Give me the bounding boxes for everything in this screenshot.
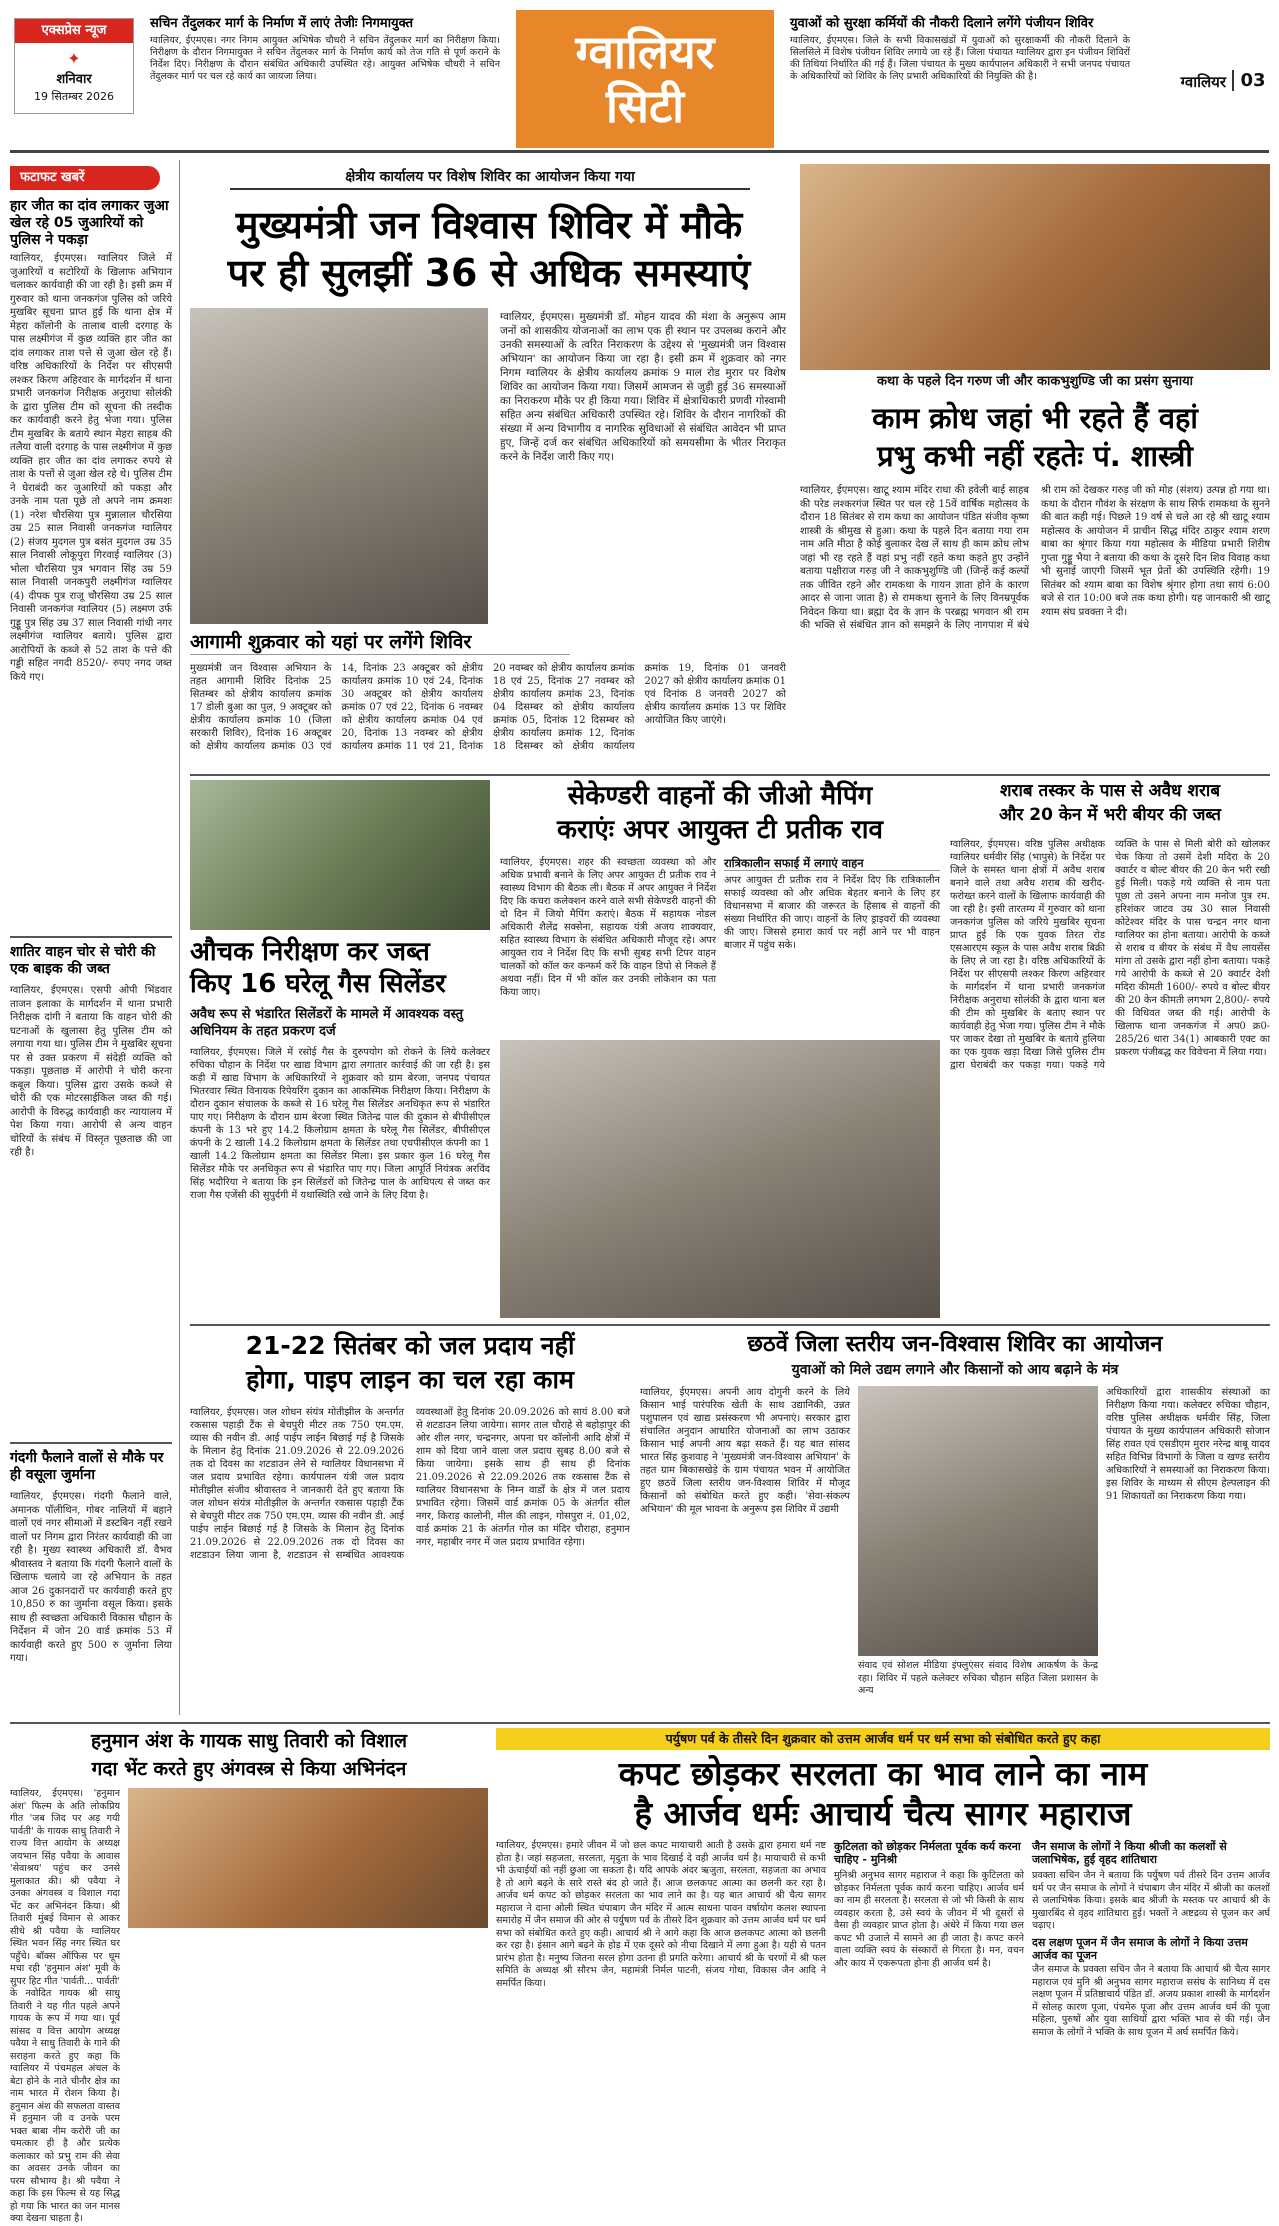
gio-story [500,780,940,1320]
jain-headline-line1: कपट छोड़कर सरलता का भाव लाने का नाम [618,1754,1148,1793]
jain-headline-line2: है आर्जव धर्मः आचार्य चैत्य सागर महाराज [634,1794,1132,1833]
jan-vishwas-photo-caption: संवाद एवं सोशल मीडिया इंफ्लुएंसर संवाद विशेष आकर्षण के केन्द्र रहा। शिविर में पहले कलेक्टर रुचिका चौहान सहित जिला प्रशासन के अन्य [858,1660,1098,1696]
jain-body: ग्वालियर, ईएमएस। हमारे जीवन में जो छल कपट मायाचारी आती है उसके द्वारा हमारा धर्म नष्ट होता है। जहां सहजता, सरलता, मृदुता के भाव दिखाई दे वही आर्जव धर्म है। मायाचारी से कभी भी ऊंचाईयों को नहीं छुआ जा सकता है। यदि आपके अंदर ऋजुता, सरलता, सहजता का अभाव है तो आगे बढ़ने के सारे रास्ते बंद हो जाते हैं। आज छलकपट आत्मा का छलनी कर रहा है। आर्जव धर्म कपट को छोड़कर सरलता का भाव लाने का है। यह बात आचार्य श्री चैत्य सागर महाराज ने दाना ओली स्थित चंपाबाग जैन मंदिर में आत्म साधना पावन वर्षायोग कलश स्थापना समारोह में जैन समाज की ओर से पर्युषण पर्व के तीसरे दिन शुक्रवार को उत्तम आर्जव धर्म पर धर्म सभा को संबोधित करते हुए कही। आचार्य श्री ने आगे कहा कि आज छलकपट आत्मा को छलनी कर रहा है। इंसान आगे बढ़ने के होड़ में एक दूसरे को नीचा दिखाने में लगा हुआ है। यही से पतन प्रारंभ होता है। मनुष्य जितना सरल होगा उतना ही प्रगति करेगा। आचार्य श्री के चरणों में श्री फल समिति के अध्यक्ष श्री सौरभ जैन, महामंत्री निर्मल पाटनी, संजय गोधा, विकास जैन आदि ने समर्पित किया। [496,1840,826,1989]
jain-story [496,1728,1270,2038]
divider-3 [190,1324,1270,1326]
katha-headline-line1: काम क्रोध जहां भी रहते हैं वहां [872,401,1198,435]
camp-headline-line2: पर ही सुलझीं 36 से अधिक समस्याएं [227,251,751,295]
gio-headline-line1: सेकेण्डरी वाहनों की जीओ मैपिंग [567,781,873,811]
left-story-3-body: ग्वालियर, ईएमएस। गंदगी फैलाने वाले, अमानक पॉलीथिन, गोबर नालियों में बहाने वालों एवं नगर सीमाओं में डस्टबिन नहीं रखने वालों पर निगम द्वारा निरंतर कार्यवाही की जा रही है। मुख्य स्वास्थ्य अधिकारी डॉ. वैभव श्रीवास्तव ने बताया कि गंदगी फैलाने वालों के खिलाफ चलाये जा रहे अभियान के तहत आज 26 दुकानदारों पर कार्यवाही करते हुए 10,850 रु का जुर्माना वसूल किया। इसके साथ ही स्वच्छता अधिकारी विकास चौहान के निर्देशन में जोन 20 वार्ड क्रमांक 53 में कार्यवाही करते हुए 500 रु जुर्माना लिया गया। [10,1491,172,1664]
camp-subbody: मुख्यमंत्री जन विश्वास अभियान के तहत आगामी शिविर दिनांक 25 सितम्बर को क्षेत्रीय कार्यालय क्रमांक 17 डोली बुआ का पुल, 9 अक्टूबर को क्षेत्रीय कार्यालय क्रमांक 10 (जिला सरकारी शिविर), दिनांक 16 अक्टूबर को क्षेत्रीय कार्यालय क्रमांक 03 एवं 14, दिनांक 23 अक्टूबर को क्षेत्रीय कार्यालय क्रमांक 10 एवं 24, दिनांक 30 अक्टूबर को क्षेत्रीय कार्यालय क्रमांक 07 एवं 22, दिनांक 6 नवम्बर को क्षेत्रीय कार्यालय क्रमांक 04 एवं 20, दिनांक 13 नवम्बर को क्षेत्रीय कार्यालय क्रमांक 11 एवं 21, दिनांक 20 नवम्बर को क्षेत्रीय कार्यालय क्रमांक 18 एवं 25, दिनांक 27 नवम्बर को क्षेत्रीय कार्यालय क्रमांक 23, दिनांक 04 दिसम्बर को क्षेत्रीय कार्यालय क्रमांक 05, दिनांक 12 दिसम्बर को क्षेत्रीय कार्यालय क्रमांक 12, दिनांक 18 दिसम्बर को क्षेत्रीय कार्यालय क्रमांक 19, दिनांक 01 जनवरी 2027 को क्षेत्रीय कार्यालय क्रमांक 01 एवं दिनांक 8 जनवरी 2027 को क्षेत्रीय कार्यालय क्रमांक 13 पर शिविर आयोजित किए जाएंगे। [190,663,786,752]
top-story-left-body: ग्वालियर, ईएमएस। नगर निगम आयुक्त अभिषेक चौधरी ने सचिन तेंदुलकर मार्ग का निरीक्षण किया। निरीक्षण के दौरान निगमायुक्त ने सचिन तेंदुलकर मार्ग के निर्माण कार्य को तेज गति से पूर्ण कराने के निर्देश दिए। निरीक्षण के दौरान संबंधित अधिकारी उपस्थित रहे। आयुक्त अभिषेक चौधरी ने सचिन तेंदुलकर मार्ग पर चल रहे कार्य का जायजा लिया। [150,35,500,82]
city-title-line1: ग्वालियर [575,25,715,79]
gas-photo [190,780,490,930]
city-title-box [516,10,774,148]
left-column [10,160,180,1715]
water-body: ग्वालियर, ईएमएस। जल शोधन संयंत्र मोतीझील के अन्तर्गत रकसास पहाड़ी टैंक से बेचपुरी मीटर तक 750 एम.एम. व्यास की नवीन डी. आई पाईप लाईन बिछाई गई है जिसके के मिलान हेतु दिनांक 21.09.2026 से 22.09.2026 तक दो दिवस का शटडाउन लेने से ग्वालियर विधानसभा में जल प्रदाय प्रभावित रहेगा। कार्यपालन यंत्री जल प्रदाय मोतीझील संजीव श्रीवास्तव ने जानकारी देते हुए बताया कि जल शोधन संयंत्र मोतीझील के अन्तर्गत रकसास पहाड़ी टैंक से बेचपुरी मीटर तक 750 एम.एम. व्यास की नवीन डी. आई पाईप लाईन बिछाई गई है जिसके के मिलान हेतु दिनांक 21.09.2026 से 22.09.2026 तक दो दिवस का शटडाउन लिया जाना है, शटडाउन से सम्बंधित आवश्यक व्यवस्थाओं हेतु दिनांक 20.09.2026 को सायं 8.00 बजे से शटडाउन लिया जायेगा। सागर ताल चौराहे से बहोड़ापुर की ओर शील नगर, चन्द्रनगर, अपना घर कॉलोनी आदि क्षेत्रों में शाम को दिया जाने वाला जल प्रदाय सुबह 8.00 बजे से किया जायेगा। इसके साथ ही साथ ही दिनांक 21.09.2026 से 22.09.2026 तक रकसास टैंक से ग्वालियर विधानसभा के निम्न वार्डों के क्षेत्र में जल प्रदाय प्रभावित रहेगा। जिसमें वार्ड क्रमांक 05 के अंतर्गत सील नगर, किराड़ कालोनी, मील की लाइन, गोसपुरा नं. 01,02, वार्ड क्रमांक 21 के अंतर्गत गोल का मंदिर चौराहा, हनुमान नगर, महाबीर नगर में जल प्रदाय प्रभावित रहेगा। [190,1407,630,1561]
liquor-headline-line1: शराब तस्कर के पास से अवैध शराब [999,781,1221,801]
katha-caption: कथा के पहले दिन गरुण जी और काकभुशुण्डि जी का प्रसंग सुनाया [876,374,1194,389]
camp-kicker: क्षेत्रीय कार्यालय पर विशेष शिविर का आयोजन किया गया [230,164,750,190]
hanuman-story [10,1728,488,2224]
camp-subheadline: आगामी शुक्रवार को यहां पर लगेंगे शिविर [190,630,570,655]
gio-body: ग्वालियर, ईएमएस। शहर की स्वच्छता व्यवस्था को और अधिक प्रभावी बनाने के लिए अपर आयुक्त टी प्रतीक राव ने स्वास्थ्य विभाग की बैठक ली। बैठक में अपर आयुक्त ने निर्देश दिए कि कचरा कलेक्शन करने वाले सभी सेकेण्डरी वाहनों की दो दिन में जियो मैपिंग कराएं। बैठक में सहायक नोडल अधिकारी शैलेंद्र सक्सेना, सहायक यंत्री अजय शाक्यवार, सहित स्वास्थ्य विभाग के संबंधित अधिकारी मौजूद रहे। अपर आयुक्त राव ने निर्देश दिए कि सभी सुबह सभी टिपर वाहन चालकों को कॉल कर कन्फर्म करें कि वाहन डिपो से निकले हैं अथवा नहीं। दिन में भी कॉल कर उनकी लोकेशन का पता किया जाए। [500,857,716,998]
katha-headline-line2: प्रभु कभी नहीं रहतेः पं. शास्त्री [877,439,1193,473]
jain-sub2-body: प्रवक्ता सचिन जैन ने बताया कि पर्युषण पर्व तीसरे दिन उत्तम आर्जव धर्म पर जैन समाज के लोगों ने चंपाबाग जैन मंदिर में श्रीजी का कलशों से जलाभिषेक किया। इसके बाद श्रीजी के मस्तक पर आचार्य श्री के मुखारबिंद से वृहद शांतिधारा हुई। भक्तों ने अष्टद्रव्य से पूजन कर अर्घ चढ़ाए। [1032,1870,1270,1931]
gio-photo [500,1040,940,1318]
katha-story [800,160,1270,770]
fatafat-label: फटाफट खबरें [10,166,160,190]
left-story-1-headline: हार जीत का दांव लगाकर जुआ खेल रहे 05 जुआरियों को पुलिस ने पकड़ा [10,198,169,248]
jain-sub1-body: मुनिश्री अनुभव सागर महाराज ने कहा कि कुटिलता को छोड़कर निर्मलता पूर्वक कार्य करना चाहिए। आर्जव धर्म का नाम ही सरलता है। सरलता से जो भी किसी के साथ व्यवहार करता है, उसे स्वयं के जीवन में भी दूसरों से वैसा ही व्यवहार प्राप्त होता है। अंधेरे में किया गया छल कपट भी उजाले में सामने आ ही जाता है। कपट करने वाला व्यक्ति स्वयं के संस्कारों से गिरता है। मन, वचन और काय में एकरूपता होना ही आर्जव धर्म है। [834,1870,1024,1969]
water-headline-line1: 21-22 सितंबर को जल प्रदाय नहीं [245,1331,575,1360]
jain-sub2-headline: जैन समाज के लोगों ने किया श्रीजी का कलशों से जलाभिषेक, हुई वृहद शांतिधारा [1032,1840,1227,1866]
gas-story [190,780,490,1320]
liquor-headline-line2: और 20 केन में भरी बीयर की जब्त [999,805,1221,825]
page-number: 03 [1232,70,1272,91]
gas-body: ग्वालियर, ईएमएस। जिले में रसोई गैस के दुरुपयोग को रोकने के लिये कलेक्टर रुचिका चौहान के निर्देश पर खाद्य विभाग द्वारा लगातार कार्रवाई की जा रही है। इस कड़ी में खाद्य विभाग के अधिकारियों ने शुक्रवार को ग्राम बेरजा, जनपद पंचायत भितरवार स्थित विनायक रिपेयरिंग दुकान का आकस्मिक निरीक्षण किया। निरीक्षण के दौरान दुकान संचालक के कब्जे से 16 घरेलू गैस सिलेंडर अनधिकृत रूप से भंडारित पाए गए। निरीक्षण के दौरान ग्राम बेरजा स्थित जितेन्द्र पाल की दुकान से बीपीसीएल कंपनी के 13 भरे हुए 14.2 किलोग्राम क्षमता के घरेलू गैस सिलेंडर, बीपीसीएल कंपनी के 2 खाली 14.2 किलोग्राम क्षमता के सिलेंडर तथा एचपीसीएल कंपनी का 1 खाली 14.2 किलोग्राम क्षमता का सिलेंडर मिला। इस प्रकार कुल 16 घरेलू गैस सिलेंडर मौके पर अनधिकृत रूप से भंडारित पाए गए। जिला आपूर्ति नियंत्रक अरविंद सिंह भदौरिया ने बताया कि इन सिलेंडरों को जितेन्द्र पाल के आधिपत्य से जब्त कर राजा गैस एजेंसी की सुपुर्दगी में यथास्थिति रखे जाने के लिए दिया है। [190,1047,490,1201]
left-story-2-body: ग्वालियर, ईएमएस। एसपी ओपी भिंडवार ताजन इलाका के मार्गदर्शन में थाना प्रभारी निरीक्षक दांगी ने बताया कि वाहन चोरी की घटनाओं के खुलासा हेतु पुलिस टीम को लगाया गया था। पुलिस टीम ने मुखबिर सूचना पर से उक्त प्रकरण में संदेही व्यक्ति को पकड़ा। पूछताछ में आरोपी ने चोरी करना कबूल किया। पुलिस द्वारा उसके कब्जे से चोरी की एक मोटरसाईकिल जब्त की गई। आरोपी के विरुद्ध कार्यवाही कर न्यायालय में पेश किया गया। आरोपी से अन्य वाहन चोरियों के संबंध में विस्तृत पूछताछ की जा रही है। [10,985,172,1158]
jain-sub3-headline: दस लक्षण पूजन में जैन समाज के लोगों ने किया उत्तम आर्जव का पूजन [1032,1936,1248,1962]
jan-vishwas-headline: छठवें जिला स्तरीय जन-विश्वास शिविर का आयोजन [747,1332,1163,1357]
top-story-right-headline: युवाओं को सुरक्षा कर्मियों की नौकरी दिलाने लगेंगे पंजीयन शिविर [790,16,1094,31]
water-story [190,1330,630,1716]
issue-date: 19 सितम्बर 2026 [34,90,114,103]
star-icon: ✦ [67,49,81,68]
city-label-right: ग्वालियर [1180,73,1226,91]
hanuman-photo [128,1788,488,1928]
camp-body: ग्वालियर, ईएमएस। मुख्यमंत्री डॉ. मोहन यादव की मंशा के अनुरूप आम जनों को शासकीय योजनाओं का लाभ एक ही स्थान पर उपलब्ध कराने और उनकी समस्याओं के त्वरित निराकरण के उद्देश्य से 'मुख्यमंत्री जन विश्वास अभियान' का आयोजन किया जा रहा है। इसी क्रम में शुक्रवार को नगर निगम ग्वालियर के क्षेत्रीय कार्यालय क्रमांक 9 माल रोड मुरार पर विशेष शिविर का आयोजन किया गया। जिसमें आमजन से जुड़ी हुई 36 समस्याओं का निराकरण मौके पर ही किया गया। शिविर में क्षेत्राधिकारी प्रणवी गोस्वामी सहित अन्य संबंधित अधिकारी उपस्थित रहे। शिविर के दौरान नागरिकों की संख्या में अन्य विभागीय व नागरिक सुविधाओं से संबंधित आवेदन भी प्राप्त हुए, जिन्हें दर्ज कर संबंधित अधिकारियों को समयसीमा के भीतर निराकृत करने के निर्देश जारी किए गए। [500,311,786,463]
gas-headline-line1: औचक निरीक्षण कर जब्त [190,937,430,967]
gio-subbody: अपर आयुक्त टी प्रतीक राव ने निर्देश दिए कि रात्रिकालीन सफाई व्यवस्था को और अधिक बेहतर बनाने के लिए हर विधानसभा में बाजार की जरूरत के हिसाब से वाहनों की संख्या निर्धारित की जाए। वाहनों के लिए ड्राइवरों की व्यवस्था की जाए। जिससे हमारा कार्य पर नहीं आने पर भी वाहन बाजार में पहुंच सके। [724,875,940,951]
jan-vishwas-deck: युवाओं को मिले उद्यम लगाने और किसानों को आय बढ़ाने के मंत्र [791,1362,1119,1378]
gio-subheadline: रात्रिकालीन सफाई में लगाएं वाहन [724,856,940,871]
liquor-body: ग्वालियर, ईएमएस। वरिष्ठ पुलिस अधीक्षक ग्वालियर धर्मवीर सिंह (भापुसे) के निर्देश पर जिले के समस्त थाना क्षेत्रों में अवैध शराब बनाने वाले तथा अवैध शराब की खरीद-फरोख्त करने वालों के खिलाफ कार्यवाही की जा रही है। इसी तारतम्य में गुरुवार को थाना जनकगंज पुलिस को जरिये मुखबिर सूचना प्राप्त हुई कि एक युवक तिरत रोड एसआरएम स्कूल के पास अवैध शराब बिक्री के लिए ले जा रहा है। वरिष्ठ अधिकारियों के निर्देश पर सीएसपी लश्कर किरण अहिरवार के मार्गदर्शन में थाना प्रभारी जनकगंज निरीक्षक अनुराधा सोलंकी के द्वारा थाना बल की टीम को मुखबिर के बताए स्थान पर कार्यवाही हेतु भेजा गया। पुलिस टीम ने मौके पर जाकर देखा तो मुखबिर के बताये हुलिया का एक युवक खड़ा दिखा जिसे पुलिस टीम द्वारा घेराबंदी कर पकड़ा गया। पकड़े गये व्यक्ति के पास से मिली बोरी को खोलकर चेक किया तो उसमें देशी मदिरा के 20 क्वार्टर व बोल्ट बीयर की 20 केन भरी रखी हुई मिली। पकड़े गये व्यक्ति से नाम पता पूछा तो उसने अपना नाम मनोज पुत्र रम. हरिशंकर जाटव उम्र 30 साल निवासी कोटेश्वर मंदिर के पास चन्द्रन नगर थाना ग्वालियर का होना बताया। आरोपी के कब्जे से शराब व बीयर के संबंध में वैध लायसेंस मांगा तो उसके द्वारा नहीं होना बताया। पकड़े गये आरोपी के कब्जे से 20 क्वार्टर देशी मदिरा कीमती 1600/- रुपये व बोल्ट बीयर की 20 केन कीमती लगभग 2,800/- रुपये की विधिवत जब्त की गई। आरोपी के खिलाफ थाना जनकगंज में अप0 क्र0-285/26 धारा 34(1) आबकारी एक्ट का प्रकरण पंजीबद्ध कर विवेचना में लिया गया। [950,839,1270,1071]
brand-name: एक्सप्रेस न्यूज [15,19,133,43]
jain-sub1-headline: कुटिलता को छोड़कर निर्मलता पूर्वक कर्य करना चाहिए - मुनिश्री [834,1840,1021,1866]
divider-4 [10,1722,1270,1724]
camp-headline-line1: मुख्यमंत्री जन विश्वास शिविर में मौके [235,203,743,247]
top-story-right-body: ग्वालियर, ईएमएस। जिले के सभी विकासखंडों में युवाओं को सुरक्षाकर्मी की नौकरी दिलाने के सिलसिले में विशेष पंजीयन शिविर लगाये जा रहे हैं। जिला पंचायत ग्वालियर द्वारा इन पंजीयन शिविरों की तिथियां निर्धारित की गई हैं। जिला पंचायत के मुख्य कार्यपालन अधिकारी ने सभी जनपद पंचायत के अधिकारियों को शिविर के लिए प्रभारी अधिकारियों की नियुक्ति की है। [790,35,1130,82]
jan-vishwas-body-left: ग्वालियर, ईएमएस। अपनी आय दोगुनी करने के लिये किसान भाई पारंपरिक खेती के साथ उद्यानिकी, उन्नत पशुपालन एवं खाद्य प्रसंस्करण भी अपनाएं। सरकार द्वारा संचालित अनुदान आधारित योजनाओं का लाभ उठाकर किसान भाई अपनी आय बढ़ा सकते हैं। यह बात सांसद भारत सिंह कुशवाह ने 'मुख्यमंत्री जन-विश्वास अभियान' के तहत ग्राम बिकासखेड़े के ग्राम पंचायत भवन में आयोजित हुए छठवें जिला स्तरीय जन-विश्वास शिविर में मौजूद किसानों को संबोधित करते हुए कही। 'सेवा-संकल्प अभियान' की मूल भावना के अनुरूप इस शिविर में उद्यमी [640,1387,850,1515]
top-story-left-headline: सचिन तेंदुलकर मार्ग के निर्माण में लाएं तेजीः निगमायुक्त [150,16,413,31]
mid-divider [190,774,1270,776]
hanuman-headline-line1: हनुमान अंश के गायक साधु तिवारी को विशाल [90,1730,408,1752]
jain-sub3-body: जैन समाज के प्रवक्ता सचिन जैन ने बताया कि आचार्य श्री चैत्य सागर महाराज एवं मुनि श्री अनुभव सागर महाराज ससंघ के सानिध्य में दस लक्षण पूजन में प्रतिष्ठाचार्य पंडित डॉ. अजय प्रकाश शास्त्री के मार्गदर्शन में सोलह कारण पूजा, पंचमेरु पूजा और उत्तम आर्जव धर्म की पूजा महिला, पुरुषों और युवा साथियों द्वारा भक्ति भाव से की गई। जैन समाज के लोगों ने भक्ति के साथ पूजन में अर्घ समर्पित किये। [1032,1964,1270,2038]
water-headline-line2: होगा, पाइप लाइन का चल रहा काम [246,1365,574,1394]
jan-vishwas-photo [858,1386,1098,1656]
gas-deck: अवैध रूप से भंडारित सिलेंडरों के मामले में आवश्यक वस्तु अधिनियम के तहत प्रकरण दर्ज [190,1007,464,1039]
jan-vishwas-story [640,1330,1270,1716]
left-story-2-headline: शातिर वाहन चोर से चोरी की एक बाइक की जब्त [10,944,156,977]
katha-photo [800,164,1270,370]
hanuman-headline-line2: गदा भेंट करते हुए अंगवस्त्र से किया अभिनंदन [91,1758,407,1780]
gio-headline-line2: कराएंः अपर आयुक्त टी प्रतीक राव [557,815,883,845]
jan-vishwas-body-right: अधिकारियों द्वारा शासकीय संस्थाओं का निरीक्षण किया गया। कलेक्टर रुचिका चौहान, वरिष्ठ पुलिस अधीक्षक धर्मवीर सिंह, जिला पंचायत के मुख्य कार्यपालन अधिकारी सोजान सिंह रावत एवं एसडीएम मुरार नरेन्द्र बाबू यादव सहित विभिन्न विभागों के जिला व खण्ड स्तरीय अधिकारियों ने समस्याओं का निराकरण किया। इस शिविर के माध्यम से सीएम हेल्पलाइन की 91 शिकायतों का निराकरण किया गया। [1106,1387,1270,1502]
top-story-left [150,16,500,116]
issue-day: शनिवार [56,72,92,87]
jain-kicker: पर्युषण पर्व के तीसरे दिन शुक्रवार को उत्तम आर्जव धर्म पर धर्म सभा को संबोधित करते हुए कहा [496,1728,1270,1750]
left-divider-2 [10,1442,172,1444]
liquor-story [950,780,1270,1320]
brand-box [14,18,134,114]
left-story-3-headline: गंदगी फैलाने वालों से मौके पर ही वसूला जुर्माना [10,1450,164,1483]
left-divider-1 [10,936,172,938]
gas-headline-line2: किए 16 घरेलू गैस सिलेंडर [190,969,446,999]
top-story-right [790,16,1130,116]
city-title-line2: सिटी [605,79,685,133]
camp-story [190,160,788,770]
katha-body: ग्वालियर, ईएमएस। खाटू श्याम मंदिर राधा की हवेली बाई साहब की परेड लश्करगंज स्थित पर चल रहे 15वें वार्षिक महोत्सव के दौरान 18 सितंबर से राम कथा का आयोजन पंडित संजीव कृष्ण शास्त्री के श्रीमुख से हुआ। कथा के पहले दिन बताया गया राम नाम अति मीठा है कोई बुलाकर देख लें साथ ही काम क्रोध लोभ जहां भी रह रहते हैं वहां प्रभु नहीं रहते कथा कहते हुए उन्होंने बताया पक्षीराज गरुड़ जी ने काकभुशुण्डि जी (जिन्हें कई कल्पों तक जीवित रहने और रामकथा के गायन ज्ञाता होने के कारण आदर से जाना जाता है) से रामकथा सुनाने के लिए विनम्रपूर्वक निवेदन किया था। ब्रह्मा देव के ज्ञान के परब्रह्म भगवान श्री राम की भक्ति से संबंधित ज्ञान को समझने के लिए नागपाश में बंधे श्री राम को देखकर गरुड़ जी को मोह (संशय) उत्पन्न हो गया था। कथा के दौरान गौवंश के संरक्षण के साथ सिर्फ रामकथा के सुनने की बात कही गई। पिछले 19 वर्ष से चले आ रहे श्री खाटू श्याम महोत्सव के आयोजन में प्राचीन सिद्ध मंदिर ठाकुर श्याम शरण बाबा का श्रृंगार किया गया महोत्सव के मीडिया प्रभारी शिरीष गुप्ता गुड्डू भैया ने बताया की कथा के दूसरे दिन शिव विवाह कथा भी सुनाई जाएगी जिसमें भूत प्रेतों की उपस्थिति रहेगी। 19 सितंबर को श्याम बाबा का विशेष श्रृंगार होगा तथा सायं 6:00 बजे से रात 10:00 बजे तक कथा होगी। यह जानकारी श्री खाटू श्याम संघ प्रवक्ता ने दी। [800,485,1270,631]
masthead-divider [10,150,1269,153]
left-story-1-body: ग्वालियर, ईएमएस। ग्वालियर जिले में जुआरियों व सटोरियों के खिलाफ अभियान चलाकर कार्यवाही की जा रही है। इसी क्रम में गुरुवार को थाना जनकगंज पुलिस को जरिये मुखबिर सूचना प्राप्त हुई कि थाना क्षेत्र में मेहरा कॉलोनी के तालाब वाली दरगाह के पास लक्ष्मीगंज में कुछ व्यक्ति हार जीत का दांव लगाकर ताश पत्ते से जुआ खेल रहे हैं। वरिष्ठ अधिकारियों के निर्देश पर सीएसपी लश्कर किरण अहिरवार के मार्गदर्शन में थाना प्रभारी जनकगंज निरीक्षक अनुराधा सोलंकी के द्वारा पुलिस टीम को सूचना की तस्दीक कर कार्यवाही करने हेतु भेजा गया। पुलिस टीम मुखबिर के बताये स्थान मेहरा साहब की तलैया वाली दरगाह के पास लक्ष्मीगंज में कुछ व्यक्ति हार जीत का दांव लगाकर रुपये से ताश के पत्तों से जुआ खेल रहे थे। पुलिस टीम ने घेराबंदी कर जुआरियों को पकड़ा और उनके नाम पता पूछे तो अपने नाम क्रमशः (1) नरेश चौरसिया पुत्र मुन्नालाल चौरसिया उम्र 25 साल निवासी जनकगंज ग्वालियर (2) संजय मुदगल पुत्र बसंत मुदगल उम्र 35 साल निवासी लोकूपुरा गिरवाई ग्वालियर (3) भोला चौरसिया पुत्र भगवान सिंह उम्र 59 साल निवासी जनकपुरी लक्ष्मीगंज ग्वालियर (4) दीपक पुत्र राजू चौरसिया उम्र 25 साल निवासी जनकगंज ग्वालियर (5) लक्ष्मण उर्फ गुड्डू पुत्र सिंह उम्र 37 साल निवासी गांधी नगर लक्ष्मीगंज ग्वालियर बताये। पुलिस द्वारा आरोपियों के कब्जे से 52 ताश के पत्ते की गड्डी सहित नगदी 8520/- रुपए नगद जब्त किये गए। [10,253,172,683]
masthead [0,0,1279,150]
hanuman-body: ग्वालियर, ईएमएस। 'हनुमान अंश' फिल्म के अति लोकप्रिय गीत 'जब जिद पर अड़ गयी पार्वती' के गायक साधु तिवारी ने राज्य वित्त आयोग के अध्यक्ष जयभान सिंह पवैया के आवास 'सेवाश्रय' पहुंच कर उनसे मुलाकात की। श्री पवैया ने उनका अंगवस्त्र व विशाल गदा भेंट कर अभिनंदन किया। श्री तिवारी मुंबई विमान से आकर सीधे श्री पवैया के ग्वालियर स्थित भवन सिंह नगर स्थित घर पहुँचे। बॉक्स ऑफिस पर धूम मचा रही 'हनुमान अंश' मूवी के सुपर हिट गीत 'पार्वती... पार्वती' के नवोदित गायक श्री साधु तिवारी ने यह गीत पहले अपने गायक के रूप में गया था। पूर्व सांसद व वित्त आयोग अध्यक्ष पवैया ने साधु तिवारी के गाने की सराहना करते हुए कहा कि ग्वालियर में पंचमहल अंचल के बेटा होने के नाते चीनौर क्षेत्र का नाम भारत में रोशन किया है। हनुमान अंश की सफलता वास्तव में हनुमान जी व उनके परम भक्त बाबा नीम करोरी जी का चमत्कार ही है और प्रत्येक कलाकार को प्रभु राम की सेवा का अवसर उनके जीवन का परम सौभाग्य है। श्री पवैया ने कहा कि इस फिल्म से यह सिद्ध हो गया कि भारत का जन मानस क्या देखना चाहता है। [10,1788,120,2224]
camp-photo [190,308,488,624]
